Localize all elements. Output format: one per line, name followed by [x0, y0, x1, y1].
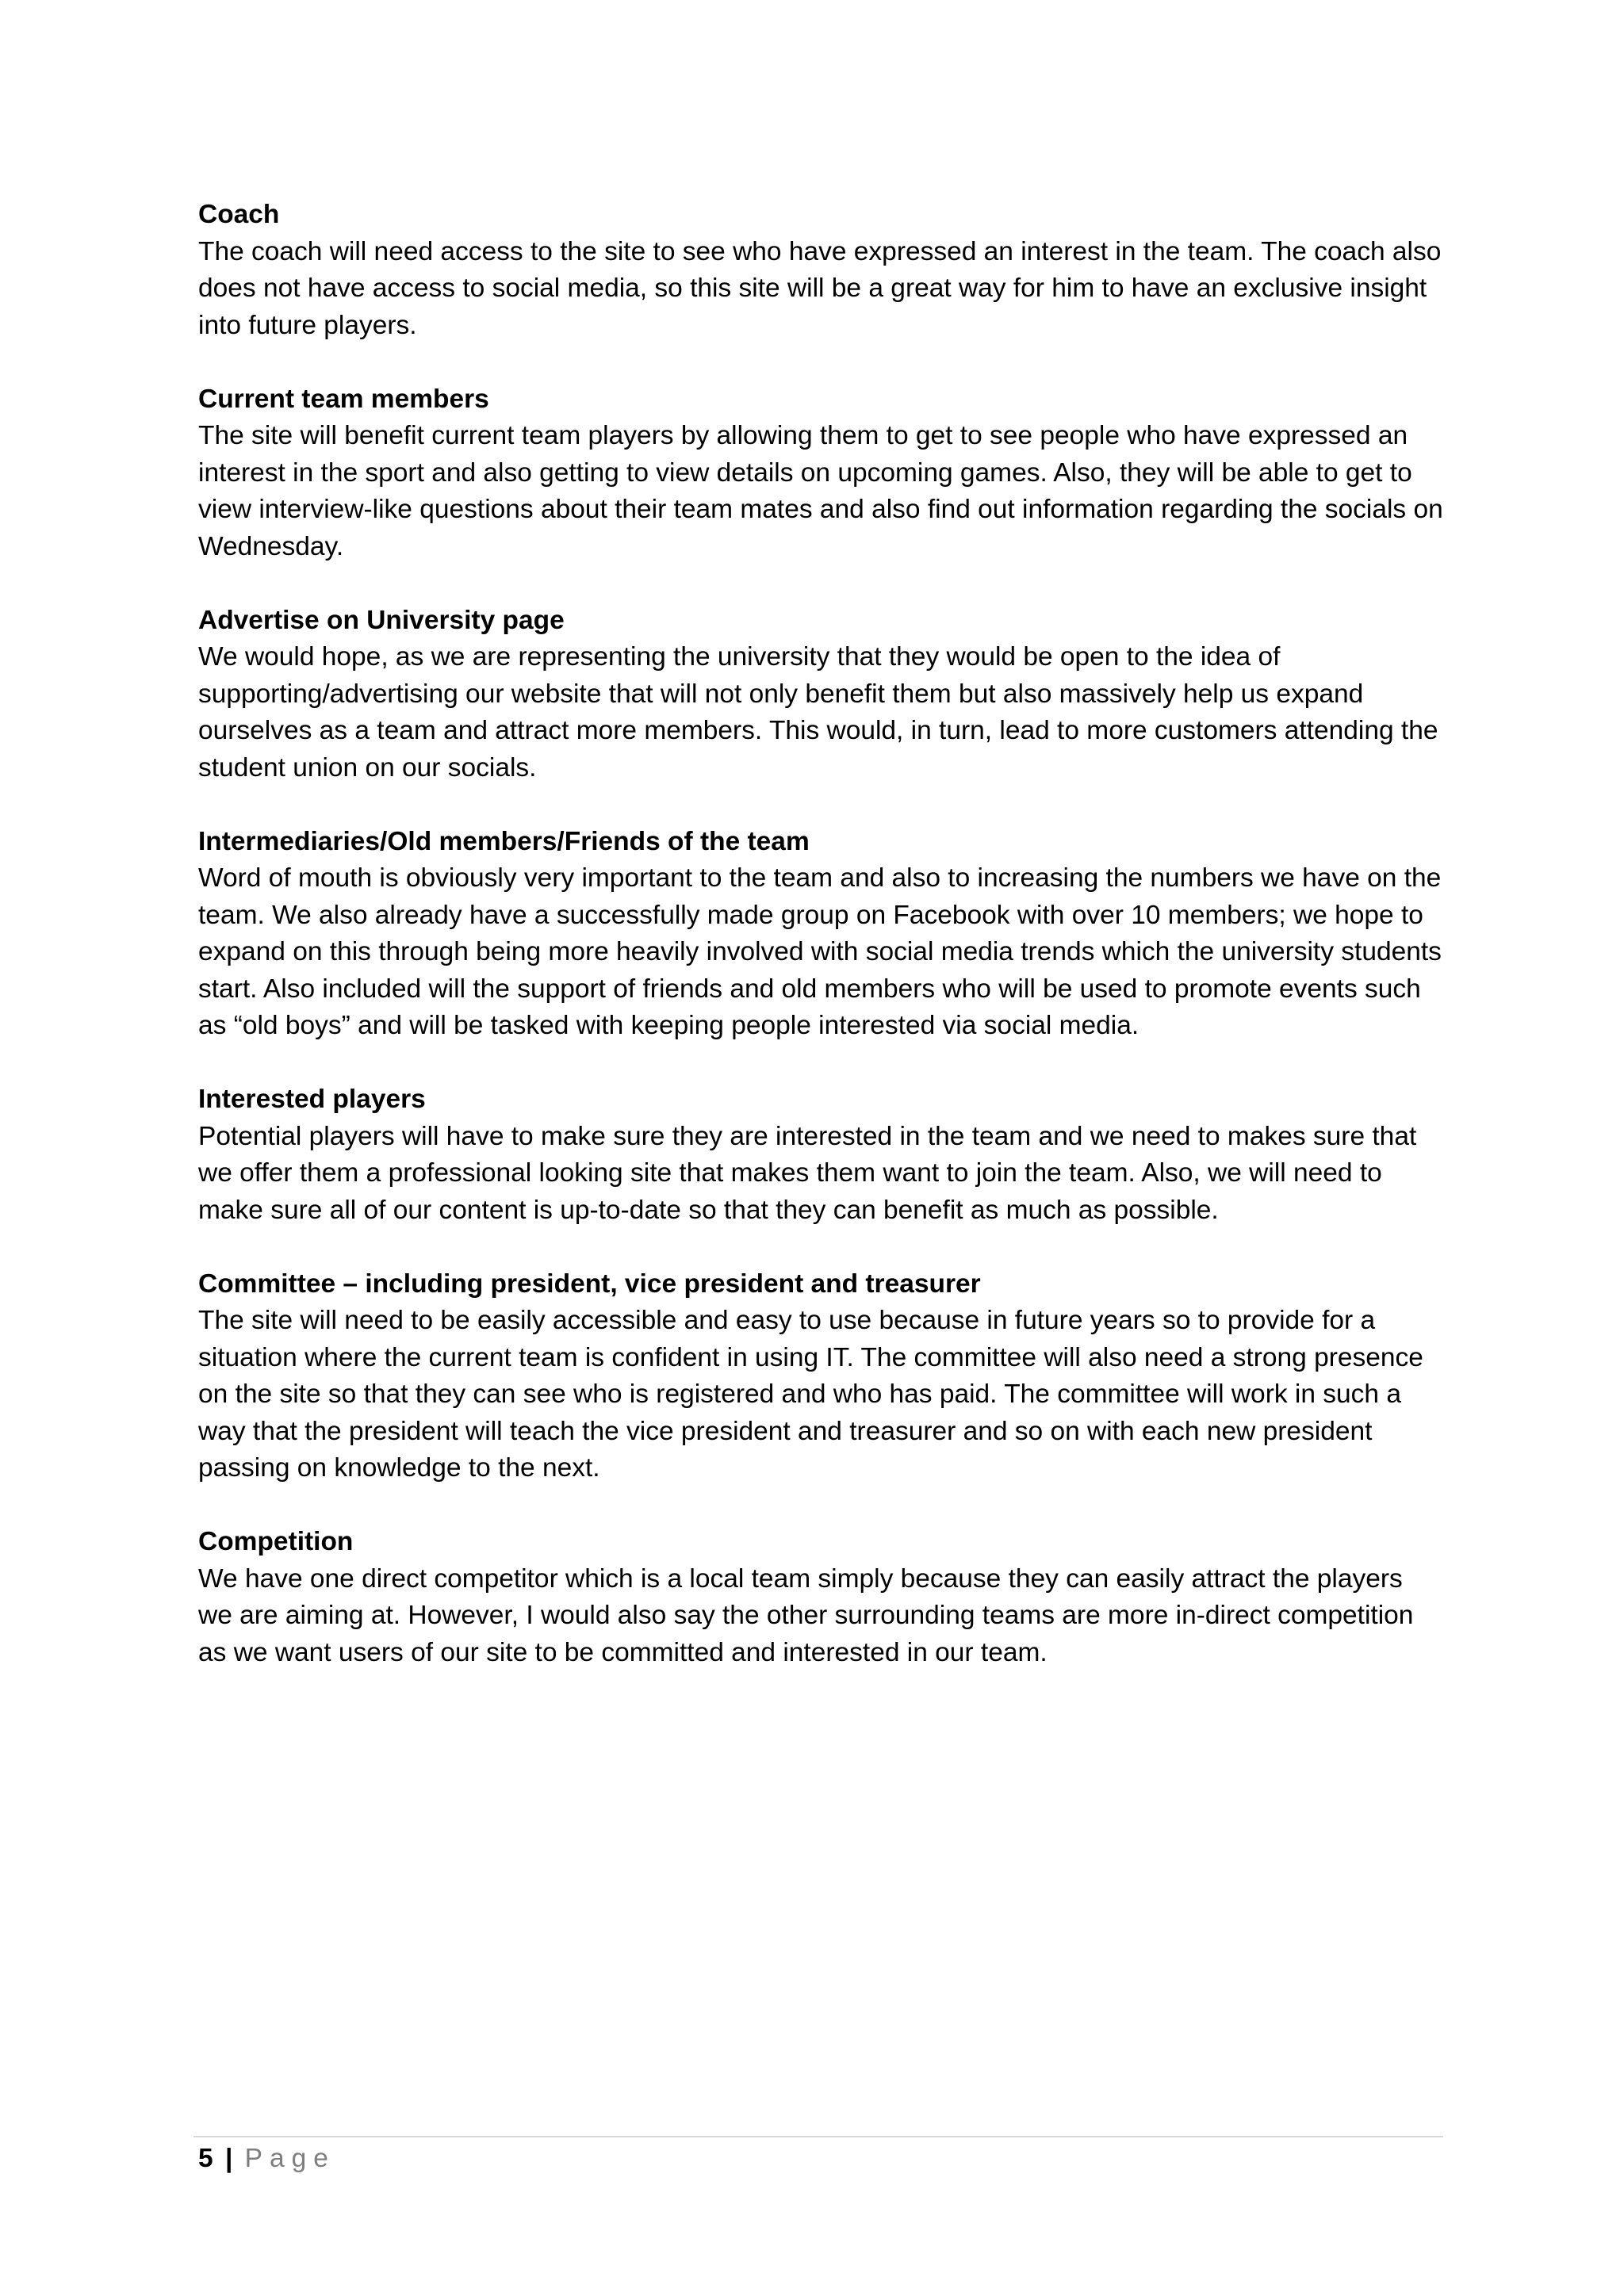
section-heading: Intermediaries/Old members/Friends of the team — [198, 826, 810, 856]
section-paragraph: We would hope, as we are representing the university that they would be open to the idea of supporting/advertising our website that will not only benefit them but also massively help us expand ourselves as a team and attract more members. This would, in turn, lead to more customers attending the student union on our socials. — [198, 642, 1438, 783]
section-paragraph: Word of mouth is obviously very important to the team and also to increasing the numbers we have on the team. We also already have a successfully made group on Facebook with over 10 members; we hope to expand on this through being more heavily involved with social media trends which the university students start. Also included will the support of friends and old members who will be used to promote events such as “old boys” and will be tasked with keeping people interested via social media. — [198, 863, 1442, 1040]
page-separator: | — [224, 2144, 233, 2173]
section-heading: Committee – including president, vice president and treasurer — [198, 1269, 981, 1299]
section-paragraph: The coach will need access to the site to see who have expressed an interest in the team. The coach also does not have access to social media, so this site will be a great way for him to have an exclusive insight into future players. — [198, 236, 1442, 340]
section-heading: Competition — [198, 1527, 354, 1556]
section-heading: Advertise on University page — [198, 605, 565, 635]
document-body — [198, 197, 1443, 1709]
section-paragraph: We have one direct competitor which is a local team simply because they can easily attract the players we are aiming at. However, I would also say the other surrounding teams are more in-direct competition as we want users of our site to be committed and interested in our team. — [198, 1563, 1414, 1667]
section-committee — [198, 1266, 1443, 1487]
page-footer — [198, 2141, 335, 2177]
section-interested-players — [198, 1081, 1443, 1229]
section-coach — [198, 197, 1443, 344]
footer-divider — [193, 2136, 1443, 2137]
section-heading: Coach — [198, 200, 280, 229]
section-paragraph: The site will benefit current team players by allowing them to get to see people who have expressed an interest in the sport and also getting to view details on upcoming games. Also, they will be able to get to view interview-like questions about their team mates and also find out information regarding the socials on Wednesday. — [198, 421, 1443, 561]
section-current-team-members — [198, 381, 1443, 566]
section-paragraph: Potential players will have to make sure they are interested in the team and we need to makes sure that we offer them a professional looking site that makes them want to join the team. Also, we will need to make sure all of our content is up-to-date so that they can benefit as much as possible. — [198, 1121, 1417, 1225]
section-heading: Interested players — [198, 1085, 426, 1114]
section-paragraph: The site will need to be easily accessible and easy to use because in future years so to provide for a situation where the current team is confident in using IT. The committee will also need a strong presence on the site so that they can see who is registered and who has paid. The committee will work in such a way that the president will teach the vice president and treasurer and so on with each new president passing on knowledge to the next. — [198, 1306, 1423, 1483]
section-competition — [198, 1524, 1443, 1671]
page-number: 5 — [198, 2144, 213, 2173]
section-heading: Current team members — [198, 384, 489, 414]
page-label: Page — [244, 2144, 335, 2173]
section-advertise-university — [198, 603, 1443, 787]
section-intermediaries — [198, 824, 1443, 1045]
